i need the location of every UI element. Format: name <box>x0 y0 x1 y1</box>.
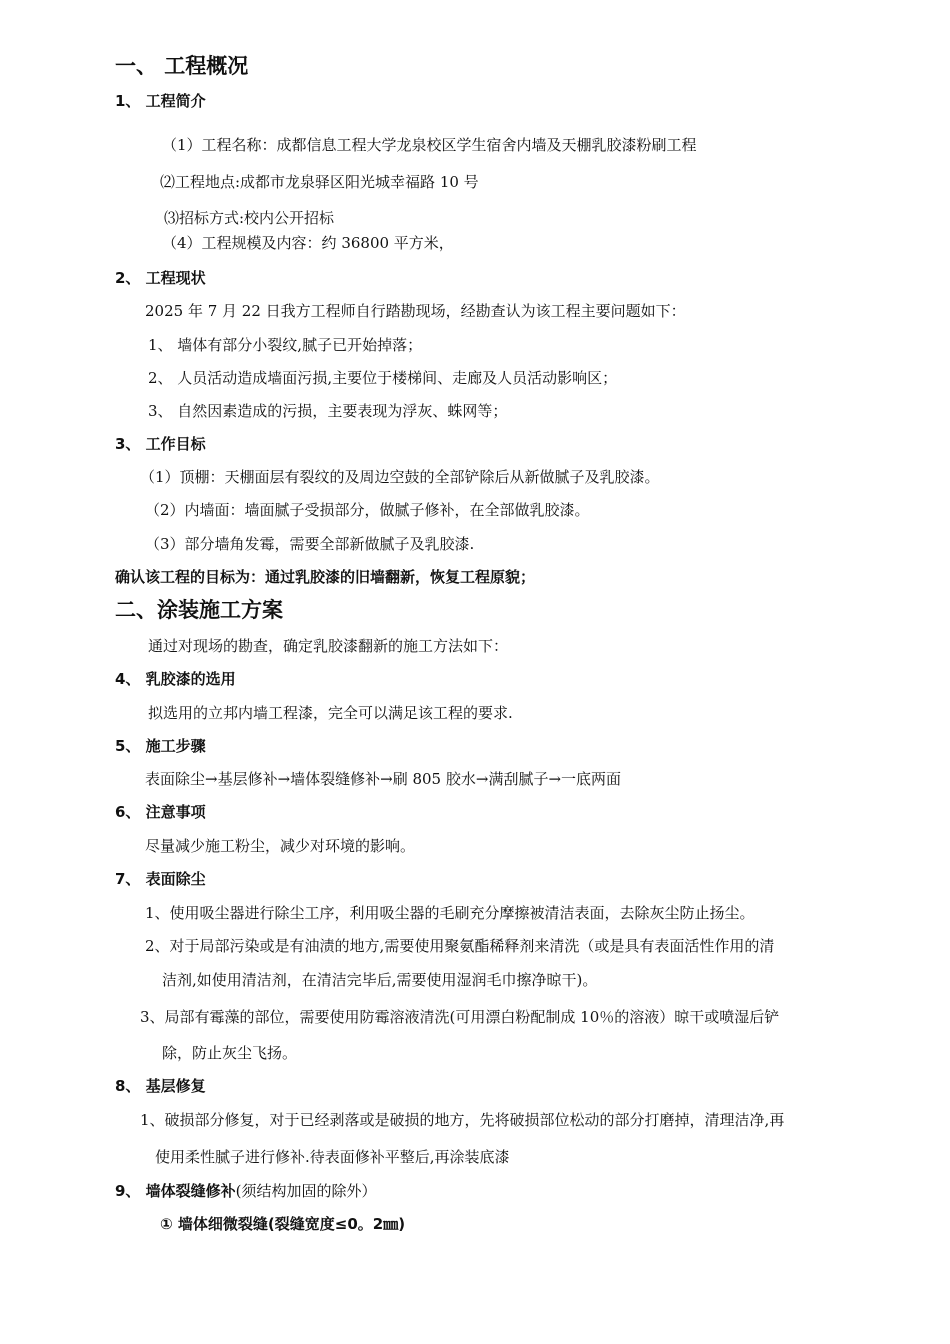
notes-text: 尽量减少施工粉尘，减少对环境的影响。 <box>145 837 416 855</box>
dust-removal-p3: 3、局部有霉藻的部位，需要使用防霉溶液清洗(可用漂白粉配制成 10％的溶液）晾干或喷湿后铲 <box>140 1008 780 1026</box>
survey-intro: 2025 年 7 月 22 日我方工程师自行踏勘现场，经勘查认为该工程主要问题如下： <box>145 302 686 320</box>
goal-item: （2）内墙面：墙面腻子受损部分，做腻子修补，在全部做乳胶漆。 <box>145 501 590 519</box>
dust-removal-p2: 2、对于局部污染或是有油渍的地方,需要使用聚氨酯稀释剂来清洗（或是具有表面活性作用的清 <box>145 937 775 955</box>
heading-9-label: 9、 墙体裂缝修补 <box>115 1182 236 1200</box>
section-2-title: 二、涂装施工方案 <box>115 598 283 622</box>
dust-removal-p1: 1、使用吸尘器进行除尘工序，利用吸尘器的毛刷充分摩擦被清洁表面，去除灰尘防止扬尘。 <box>145 904 755 922</box>
project-location: ⑵工程地点:成都市龙泉驿区阳光城幸福路 10 号 <box>160 173 479 191</box>
method-intro: 通过对现场的勘查，确定乳胶漆翻新的施工方法如下： <box>148 637 509 655</box>
base-repair-p1: 1、破损部分修复，对于已经剥落或是破损的地方，先将破损部位松动的部分打磨掉，清理洁净,再 <box>140 1111 785 1129</box>
section-1-title: 一、 工程概况 <box>115 54 249 78</box>
project-scale: （4）工程规模及内容：约 36800 平方米， <box>162 234 454 252</box>
goal-conclusion: 确认该工程的目标为：通过乳胶漆的旧墙翻新，恢复工程原貌； <box>115 568 536 586</box>
heading-9-note: (须结构加固的除外） <box>235 1182 377 1200</box>
fine-crack-subheading: ① 墙体细微裂缝(裂缝宽度≤0。2㎜) <box>160 1215 406 1233</box>
problem-item: 1、 墙体有部分小裂纹,腻子已开始掉落； <box>148 336 423 354</box>
dust-removal-p3-cont: 除，防止灰尘飞扬。 <box>162 1044 298 1062</box>
heading-4: 4、 乳胶漆的选用 <box>115 670 236 688</box>
base-repair-p1-cont: 使用柔性腻子进行修补.待表面修补平整后,再涂装底漆 <box>155 1148 510 1166</box>
problem-item: 3、 自然因素造成的污损，主要表现为浮灰、蛛网等； <box>148 402 508 420</box>
heading-6: 6、 注意事项 <box>115 803 206 821</box>
bidding-method: ⑶招标方式:校内公开招标 <box>164 209 335 227</box>
heading-7: 7、 表面除尘 <box>115 870 206 888</box>
goal-item: （1）顶棚：天棚面层有裂纹的及周边空鼓的全部铲除后从新做腻子及乳胶漆。 <box>140 468 660 486</box>
dust-removal-p2-cont: 洁剂,如使用清洁剂，在清洁完毕后,需要使用湿润毛巾擦净晾干)。 <box>162 971 598 989</box>
heading-9 <box>115 1181 377 1201</box>
construction-steps-text: 表面除尘→基层修补→墙体裂缝修补→刷 805 胶水→满刮腻子→一底两面 <box>145 770 622 788</box>
problem-item: 2、 人员活动造成墙面污损,主要位于楼梯间、走廊及人员活动影响区； <box>148 369 618 387</box>
heading-5: 5、 施工步骤 <box>115 737 206 755</box>
heading-8: 8、 基层修复 <box>115 1077 206 1095</box>
goal-item: （3）部分墙角发霉，需要全部新做腻子及乳胶漆. <box>145 535 475 553</box>
project-name: （1）工程名称：成都信息工程大学龙泉校区学生宿舍内墙及天棚乳胶漆粉刷工程 <box>162 136 697 154</box>
heading-1: 1、 工程简介 <box>115 92 206 110</box>
heading-3: 3、 工作目标 <box>115 435 206 453</box>
paint-selection-text: 拟选用的立邦内墙工程漆，完全可以满足该工程的要求. <box>148 704 513 722</box>
heading-2: 2、 工程现状 <box>115 269 206 287</box>
